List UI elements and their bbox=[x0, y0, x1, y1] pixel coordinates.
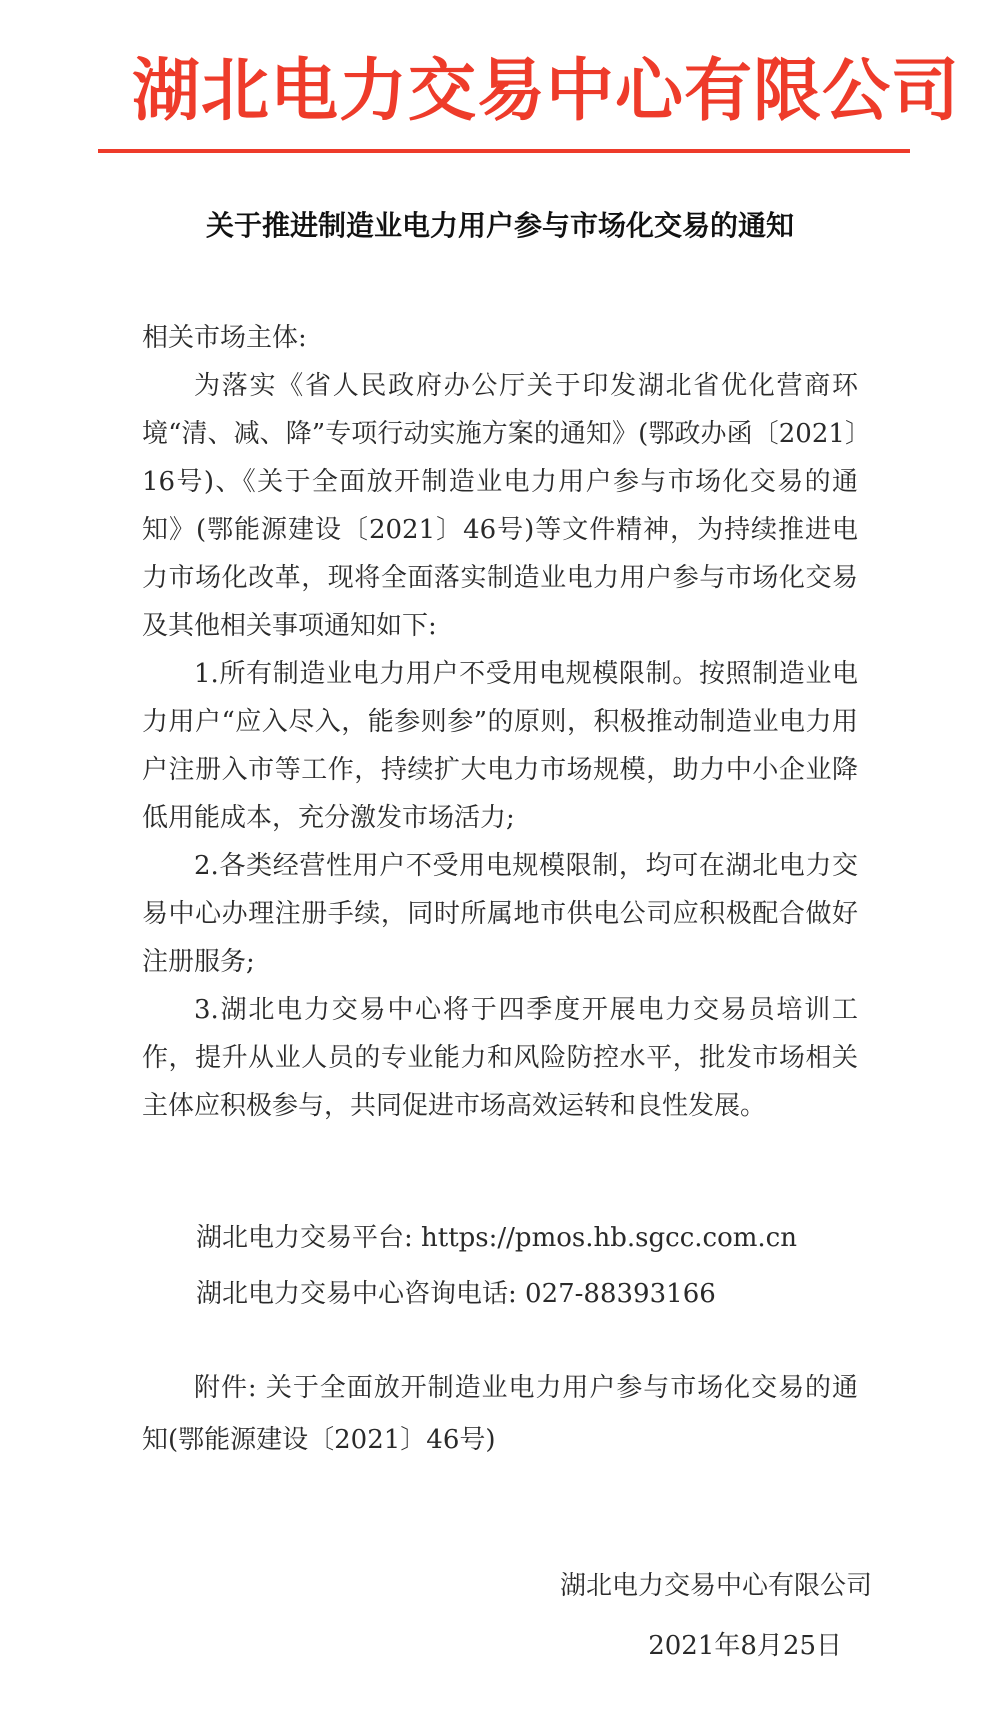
letterhead-organization: 湖北电力交易中心有限公司 bbox=[132, 52, 961, 131]
letterhead-divider bbox=[98, 149, 910, 153]
notice-body bbox=[142, 314, 858, 1130]
signoff-block bbox=[560, 1556, 872, 1676]
signoff-date: 2021年8月25日 bbox=[648, 1631, 842, 1661]
salutation: 相关市场主体: bbox=[142, 323, 307, 353]
item-3-paragraph: 3.湖北电力交易中心将于四季度开展电力交易员培训工作，提升从业人员的专业能力和风险防控水平，批发市场相关主体应积极参与，共同促进市场高效运转和良性发展。 bbox=[142, 995, 858, 1121]
attachment-note: 附件: 关于全面放开制造业电力用户参与市场化交易的通知(鄂能源建设〔2021〕46号) bbox=[142, 1373, 858, 1455]
trading-platform-line: 湖北电力交易平台: https://pmos.hb.sgcc.com.cn bbox=[196, 1223, 797, 1253]
signoff-organization: 湖北电力交易中心有限公司 bbox=[559, 1571, 872, 1601]
notice-title: 关于推进制造业电力用户参与市场化交易的通知 bbox=[205, 209, 794, 242]
intro-paragraph: 为落实《省人民政府办公厅关于印发湖北省优化营商环境“清、减、降”专项行动实施方案的通知》(鄂政办函〔2021〕16号)、《关于全面放开制造业电力用户参与市场化交易的通知》(鄂能源建设〔2021〕46号)等文件精神，为持续推进电力市场化改革，现将全面落实制造业电力用户参与市场化交易及其他相关事项通知如下: bbox=[142, 371, 858, 641]
item-1-paragraph: 1.所有制造业电力用户不受用电规模限制。按照制造业电力用户“应入尽入，能参则参”的原则，积极推动制造业电力用户注册入市等工作，持续扩大电力市场规模，助力中小企业降低用能成本，充分激发市场活力; bbox=[142, 659, 858, 833]
consultation-phone-line: 湖北电力交易中心咨询电话: 027-88393166 bbox=[196, 1279, 716, 1309]
item-2-paragraph: 2.各类经营性用户不受用电规模限制，均可在湖北电力交易中心办理注册手续，同时所属地市供电公司应积极配合做好注册服务; bbox=[142, 851, 858, 977]
contact-info bbox=[196, 1210, 876, 1322]
